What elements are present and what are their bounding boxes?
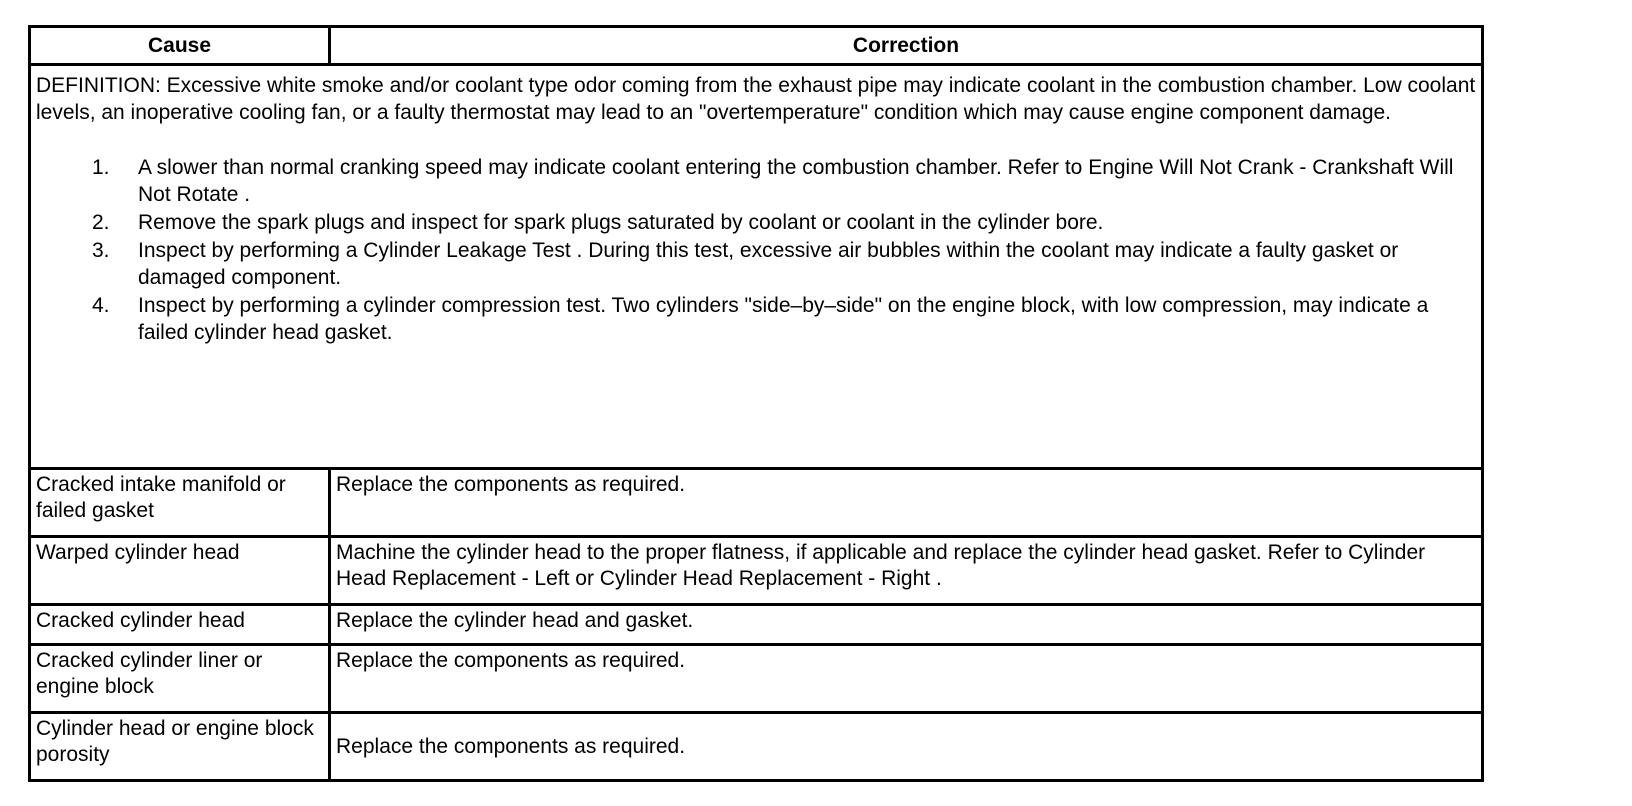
correction-text: Replace the components as required. bbox=[336, 734, 686, 758]
step-number: 1. bbox=[92, 156, 110, 179]
correction-cell bbox=[331, 714, 1481, 779]
table-row bbox=[31, 606, 1481, 646]
definition-cell bbox=[31, 66, 1481, 467]
header-correction: Correction bbox=[852, 34, 960, 57]
header-cause: Cause bbox=[31, 28, 331, 63]
correction-cell: Replace the components as required. bbox=[336, 473, 686, 496]
cause-cell: Cylinder head or engine block porosity bbox=[31, 714, 331, 779]
correction-cell: Machine the cylinder head to the proper flatness, if applicable and replace the cylinder head gasket. Refer to Cylinder Head Replacement - Left or Cylinder Head Replacement - Right . bbox=[336, 541, 1426, 590]
correction-cell: Replace the components as required. bbox=[336, 649, 686, 672]
cause-cell: Cracked cylinder head bbox=[31, 606, 331, 643]
table-row bbox=[31, 538, 1481, 606]
step-number: 4. bbox=[92, 294, 110, 317]
cause-cell: Cracked intake manifold or failed gasket bbox=[31, 470, 331, 535]
definition-steps bbox=[36, 154, 1476, 346]
step-number: 3. bbox=[92, 239, 110, 262]
diagnostic-table bbox=[28, 25, 1484, 782]
list-item bbox=[92, 237, 1476, 291]
step-text: Remove the spark plugs and inspect for spark plugs saturated by coolant or coolant in the cylinder bore. bbox=[138, 211, 1104, 234]
correction-cell: Replace the cylinder head and gasket. bbox=[336, 609, 694, 632]
definition-text: DEFINITION: Excessive white smoke and/or coolant type odor coming from the exhaust pipe may indicate coolant in the combustion chamber. Low coolant levels, an inoperative cooling fan, or a faulty thermostat may lead to an "overtemperature" condition which may cause engine component damage. bbox=[36, 74, 1476, 124]
table-row bbox=[31, 646, 1481, 714]
cause-cell: Cracked cylinder liner or engine block bbox=[31, 646, 331, 711]
step-text: Inspect by performing a Cylinder Leakage Test . During this test, excessive air bubbles within the coolant may indicate a faulty gasket or damaged component. bbox=[138, 239, 1399, 289]
table-row bbox=[31, 470, 1481, 538]
definition-row bbox=[31, 66, 1481, 470]
step-text: A slower than normal cranking speed may indicate coolant entering the combustion chamber. Refer to Engine Will Not Crank - Crankshaft Will Not Rotate . bbox=[138, 156, 1454, 206]
cause-cell: Warped cylinder head bbox=[31, 538, 331, 603]
list-item bbox=[92, 209, 1476, 236]
list-item bbox=[92, 292, 1476, 346]
step-text: Inspect by performing a cylinder compression test. Two cylinders "side–by–side" on the engine block, with low compression, may indicate a failed cylinder head gasket. bbox=[138, 294, 1429, 344]
list-item bbox=[92, 154, 1476, 208]
table-header-row bbox=[31, 28, 1481, 66]
table-row bbox=[31, 714, 1481, 779]
step-number: 2. bbox=[92, 211, 110, 234]
